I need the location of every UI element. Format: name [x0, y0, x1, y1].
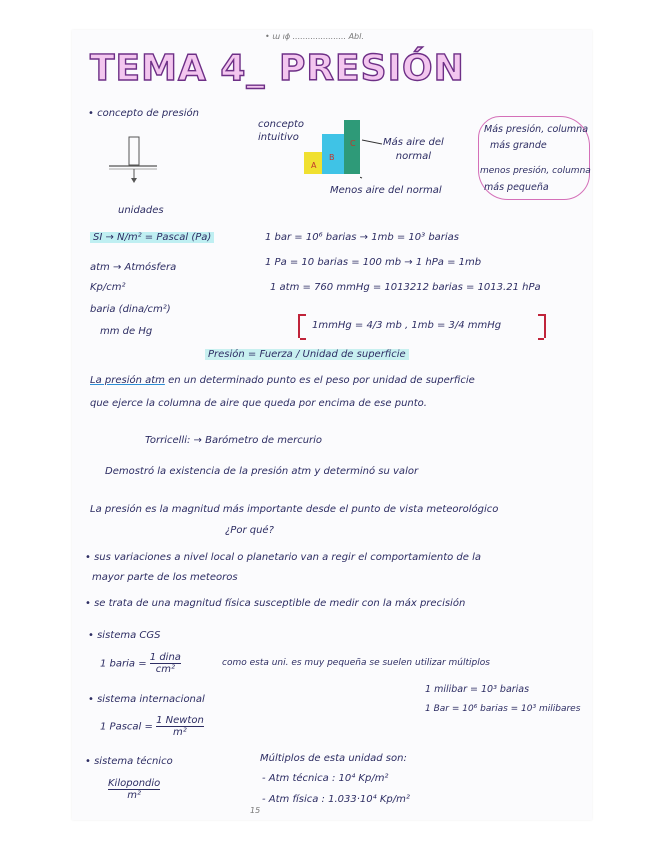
- concepto-intuitivo-label: concepto intuitivo: [258, 119, 304, 143]
- unit-kpcm2: Kp/cm²: [90, 282, 126, 293]
- cloud-line-4: más pequeña: [484, 182, 549, 193]
- atm-tecnica: - Atm técnica : 10⁴ Kp/m²: [262, 773, 389, 784]
- diagram-letter-c: C: [350, 139, 356, 148]
- pressure-definition: Presión = Fuerza / Unidad de superficie: [205, 349, 409, 360]
- cgs-note: como esta uni. es muy pequeña se suelen utilizar múltiplos: [222, 658, 490, 668]
- unit-atm: atm → Atmósfera: [90, 262, 177, 273]
- bracket-note: 1mmHg = 4/3 mb , 1mb = 3/4 mmHg: [312, 320, 502, 331]
- diagram-letter-b: B: [329, 153, 335, 162]
- header-scribble: • ɯ ıɸ ..................... Abl.: [265, 32, 364, 41]
- bar-line: 1 Bar = 10⁶ barias = 10³ milibares: [425, 704, 581, 714]
- intl-fraction: [156, 715, 204, 738]
- para1-lead: La presión atm: [90, 375, 165, 386]
- torricelli-line: Torricelli: → Barómetro de mercurio: [145, 435, 323, 446]
- cgs-title: • sistema CGS: [88, 630, 161, 641]
- demostro-line: Demostró la existencia de la presión atm y determinó su valor: [105, 466, 419, 477]
- page-title: TEMA 4_ PRESIÓN: [90, 48, 465, 89]
- unidades-label: unidades: [118, 205, 164, 216]
- tec-fraction: [108, 778, 160, 801]
- concepto-presion-label: • concepto de presión: [88, 108, 199, 119]
- intl-num: 1 Newton: [156, 715, 204, 726]
- para1-line2: que ejerce la columna de aire que queda por encima de ese punto.: [90, 398, 427, 409]
- para2: La presión es la magnitud más importante desde el punto de vista meteorológico: [90, 504, 499, 515]
- unit-baria: baria (dina/cm²): [90, 304, 171, 315]
- conversion-atm: 1 atm = 760 mmHg = 1013212 barias = 1013.21 hPa: [270, 282, 541, 293]
- milibar-line: 1 milibar = 10³ barias: [425, 684, 530, 695]
- less-air-label: Menos aire del normal: [330, 185, 442, 196]
- para1-rest: en un determinado punto es el peso por unidad de superficie: [164, 375, 475, 386]
- cloud-line-3: menos presión, columna: [480, 166, 591, 176]
- cloud-line-1: Más presión, columna: [484, 124, 589, 135]
- intl-title: • sistema internacional: [88, 694, 205, 705]
- tec-title: • sistema técnico: [85, 756, 173, 767]
- tec-den: m²: [127, 790, 142, 801]
- cgs-num: 1 dina: [149, 652, 181, 663]
- conversion-bar: 1 bar = 10⁶ barias → 1mb = 10³ barias: [265, 232, 460, 243]
- bullet1-line1: • sus variaciones a nivel local o planetario van a regir el comportamiento de la: [85, 552, 482, 563]
- tec-num: Kilopondio: [108, 778, 161, 789]
- atm-fisica: - Atm física : 1.033·10⁴ Kp/m²: [262, 794, 410, 805]
- cgs-lhs: 1 baria =: [100, 658, 147, 670]
- more-air-label: Más aire del normal: [383, 137, 444, 162]
- bullet2: • se trata de una magnitud física susceptible de medir con la máx precisión: [85, 598, 466, 609]
- conversion-pa: 1 Pa = 10 barias = 100 mb → 1 hPa = 1mb: [265, 257, 482, 268]
- bullet1-line2: mayor parte de los meteoros: [92, 572, 238, 583]
- page-number: 15: [250, 806, 261, 815]
- unit-mmhg: mm de Hg: [100, 326, 153, 337]
- diagram-letter-a: A: [311, 161, 317, 170]
- por-que: ¿Por qué?: [225, 525, 274, 536]
- pressure-column-icon: [105, 135, 160, 185]
- intl-lhs: 1 Pascal =: [100, 721, 153, 733]
- multiplos-line: Múltiplos de esta unidad son:: [260, 753, 407, 764]
- intl-den: m²: [173, 727, 187, 738]
- cgs-den: cm²: [155, 664, 175, 675]
- cgs-fraction: [150, 652, 181, 675]
- unit-si: SI → N/m² = Pascal (Pa): [90, 232, 214, 243]
- cloud-line-2: más grande: [490, 140, 547, 151]
